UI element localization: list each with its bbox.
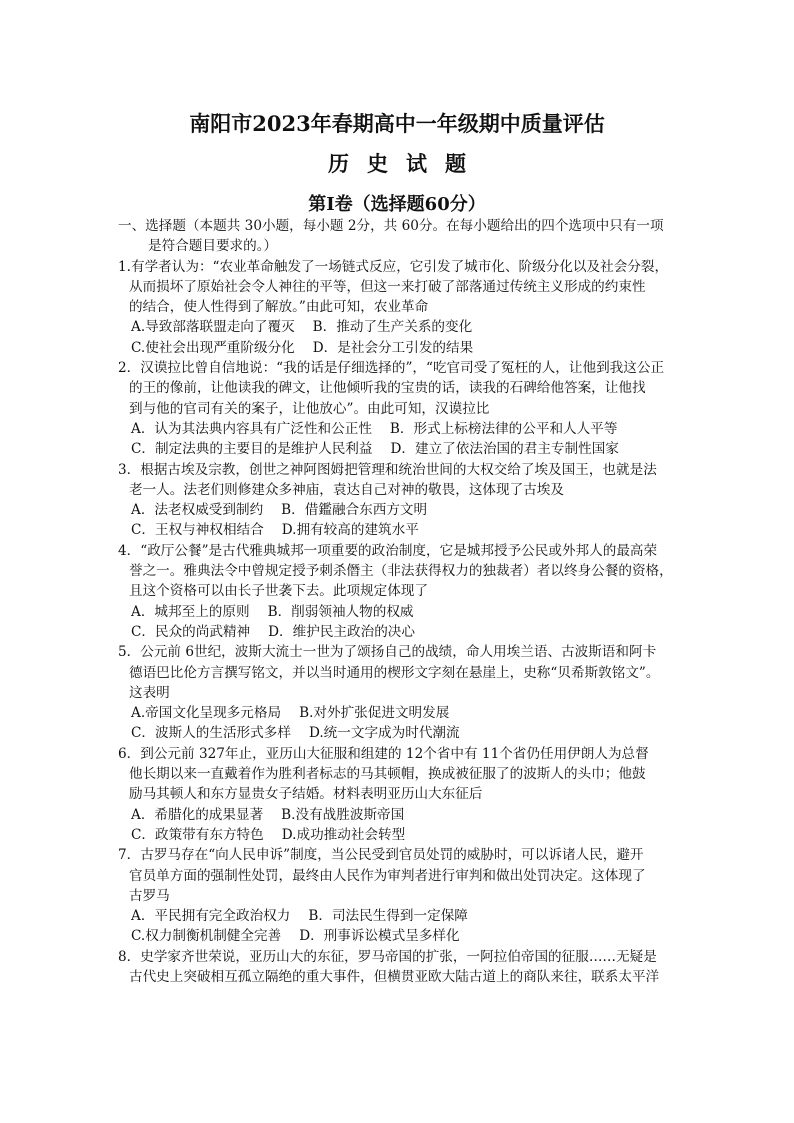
option-row (118, 825, 678, 845)
question-stem-line: 6．到公元前 327年止，亚历山大征服和组建的 12个省中有 11个省仍任用伊朗人为总督 (118, 745, 649, 762)
answer-option: C．政策带有东方特色 (131, 826, 264, 843)
question-stem-line: 5．公元前 6世纪，波斯大流士一世为了颂扬自己的战绩，命人用埃兰语、古波斯语和阿卡 (118, 644, 657, 661)
answer-option: C．波斯人的生活形式多样 (131, 725, 291, 742)
answer-option: A．城邦至上的原则 (131, 603, 250, 620)
answer-option: A.帝国文化呈现多元格局 (131, 705, 282, 722)
option-row (118, 338, 678, 358)
option-row (118, 926, 678, 946)
question-list (118, 257, 678, 988)
part-title: 第Ⅰ卷（选择题60分） (308, 194, 486, 215)
answer-option: A．希腊化的成果显著 (131, 806, 264, 823)
question-stem-line: 7．古罗马存在“向人民申诉”制度，当公民受到官员处罚的威胁时，可以诉诸人民，避开 (118, 847, 644, 864)
option-row (118, 602, 678, 622)
option-row (118, 419, 678, 439)
answer-option: D.拥有较高的建筑水平 (281, 522, 419, 539)
section-instruction: 一、选择题（本题共 30小题，每小题 2分，共 60分。在每小题给出的四个选项中只有一项 (118, 218, 664, 234)
question-stem-line: 誉之一。雅典法令中曾规定授予刺杀僭主（非法获得权力的独裁者）者以终身公餐的资格， (129, 563, 673, 580)
question-stem-line: 他长期以来一直戴着作为胜利者标志的马其顿帽，换成被征服了的波斯人的头巾；他鼓 (129, 766, 646, 783)
answer-option: A．平民拥有完全政治权力 (131, 908, 291, 925)
answer-option: C．制定法典的主要目的是维护人民利益 (131, 441, 373, 458)
question-3 (118, 460, 678, 541)
answer-option: D．建立了依法治国的君主专制性国家 (390, 441, 619, 458)
option-row (118, 906, 678, 926)
subject-title: 历史试题 (328, 151, 484, 176)
answer-option: A．法老权威受到制约 (131, 502, 264, 519)
question-8 (118, 947, 678, 988)
answer-option: B．形式上标榜法律的公平和人人平等 (389, 420, 618, 437)
question-stem-line: 古罗马 (129, 887, 170, 904)
question-stem-line: 到与他的官司有关的案子，让他放心”。由此可知，汉谟拉比 (129, 400, 490, 417)
question-stem-line: 励马其顿人和东方显贵女子结婚。材料表明亚历山大东征后 (129, 786, 483, 803)
question-7 (118, 845, 678, 946)
question-stem-line: 3．根据古埃及宗教，创世之神阿图姆把管理和统治世间的大权交给了埃及国王，也就是法 (118, 461, 657, 478)
question-5 (118, 642, 678, 743)
answer-option: C．王权与神权相结合 (131, 522, 264, 539)
answer-option: B.对外扩张促进文明发展 (299, 705, 450, 722)
answer-option: D．刑事诉讼模式呈多样化 (299, 928, 460, 945)
answer-option: B．削弱领袖人物的权威 (267, 603, 414, 620)
question-stem-line: 2．汉谟拉比曾自信地说：“我的话是仔细选择的”，“吃官司受了冤枉的人，让他到我这公正 (118, 360, 665, 377)
answer-option: A.导致部落联盟走向了覆灭 (131, 319, 295, 336)
option-row (118, 703, 678, 723)
question-4 (118, 541, 678, 642)
question-stem-line: 从而损坏了原始社会令人神往的平等，但这一来打破了部落通过传统主义形成的约束性 (129, 278, 646, 295)
answer-option: D.成功推动社会转型 (281, 826, 406, 843)
answer-option: D．是社会分工引发的结果 (312, 339, 474, 356)
option-row (118, 439, 678, 459)
question-stem-line: 的结合，使人性得到了解放。”由此可知，农业革命 (129, 299, 429, 316)
answer-option: A．认为其法典内容具有广泛性和公正性 (131, 420, 372, 437)
option-row (118, 520, 678, 540)
question-6 (118, 744, 678, 845)
answer-option: B.没有战胜波斯帝国 (281, 806, 405, 823)
section-instruction-cont: 是符合题目要求的。） (148, 238, 278, 255)
option-row (118, 500, 678, 520)
answer-option: C．民众的尚武精神 (131, 623, 251, 640)
answer-option: B．借鑑融合东西方文明 (281, 502, 428, 519)
answer-option: B．司法民生得到一定保障 (308, 908, 468, 925)
question-1 (118, 257, 678, 358)
answer-option: B．推动了生产关系的变化 (312, 319, 473, 336)
question-content (118, 216, 678, 987)
question-stem-line: 1.有学者认为：“农业革命触发了一场链式反应，它引发了城市化、阶级分化以及社会分裂， (118, 258, 669, 275)
question-2 (118, 358, 678, 459)
option-row (118, 723, 678, 743)
question-stem-line: 4．“政厅公餐”是古代雅典城邦一项重要的政治制度，它是城邦授予公民或外邦人的最高荣 (118, 542, 658, 559)
answer-option: C.权力制衡机制健全完善 (131, 928, 282, 945)
question-stem-line: 德语巴比伦方言撰写铭文，并以当时通用的楔形文字刻在悬崖上，史称“贝希斯敦铭文”。 (129, 664, 660, 681)
question-stem-line: 官员单方面的强制性处罚，最终由人民作为审判者进行审判和做出处罚决定。这体现了 (129, 867, 646, 884)
question-stem-line: 的王的像前，让他读我的碑文，让他倾听我的宝贵的话，读我的石碑给他答案，让他找 (129, 380, 646, 397)
answer-option: D．维护民主政治的决心 (268, 623, 415, 640)
answer-option: D.统一文字成为时代潮流 (308, 725, 460, 742)
option-row (118, 317, 678, 337)
option-row (118, 805, 678, 825)
question-stem-line: 且这个资格可以由长子世袭下去。此项规定体现了 (129, 583, 429, 600)
question-stem-line: 这表明 (129, 684, 170, 701)
exam-title: 南阳市2023年春期高中一年级期中质量评估 (189, 111, 605, 136)
question-stem-line: 古代史上突破相互孤立隔绝的重大事件，但横贯亚欧大陆古道上的商队来往，联系太平洋 (129, 968, 660, 985)
option-row (118, 622, 678, 642)
answer-option: C.使社会出现严重阶级分化 (131, 339, 295, 356)
question-stem-line: 老一人。法老们则修建众多神庙，袁达自己对神的敬畏，这体现了古埃及 (129, 481, 564, 498)
question-stem-line: 8．史学家齐世荣说，亚历山大的东征，罗马帝国的扩张，一阿拉伯帝国的征服……无疑是 (118, 948, 657, 965)
